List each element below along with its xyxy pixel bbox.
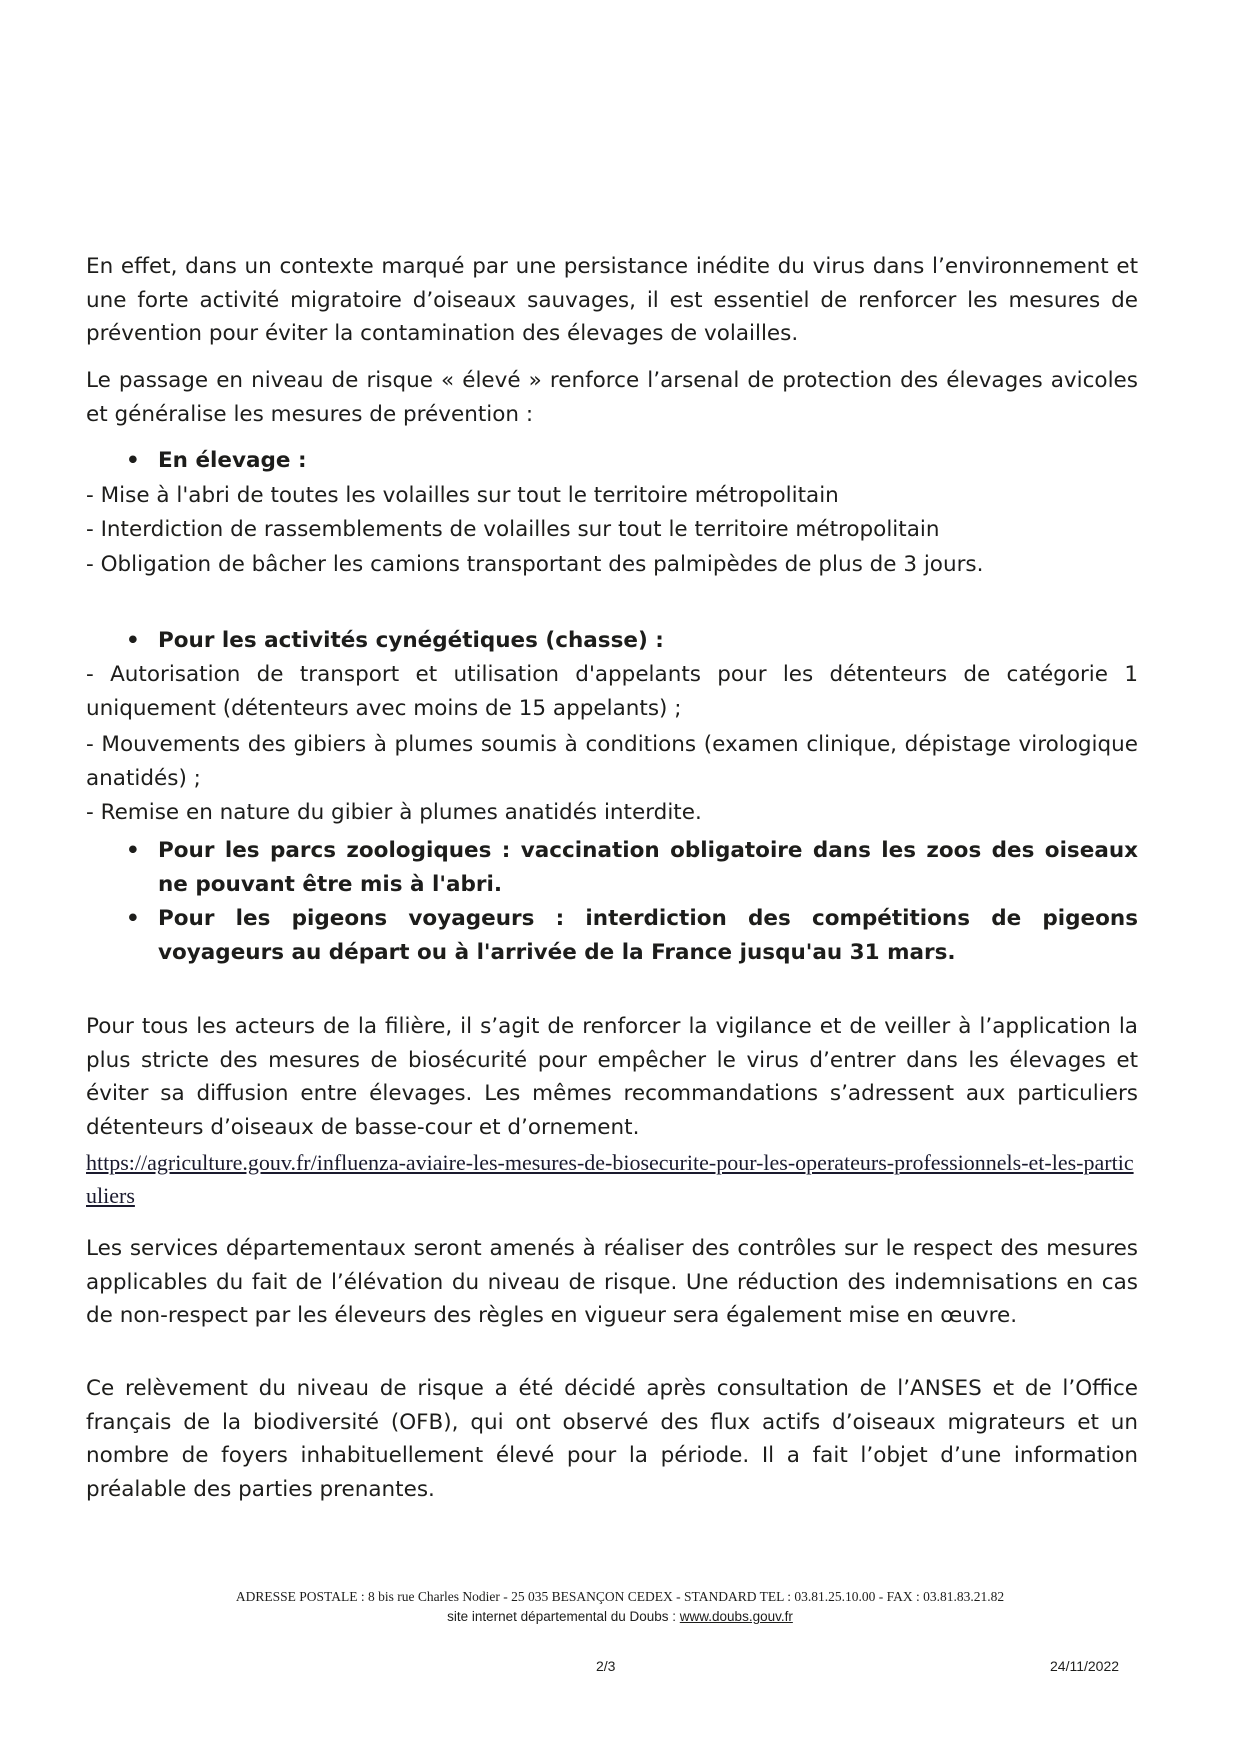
bullet-dot: • [126, 838, 140, 863]
bullet-elevage [126, 444, 307, 478]
bullet-zoos [126, 834, 1138, 901]
chasse-item: - Remise en nature du gibier à plumes anatidés interdite. [86, 800, 702, 825]
elevage-item: - Obligation de bâcher les camions transportant des palmipèdes de plus de 3 jours. [86, 552, 984, 577]
bullet-chasse-heading: Pour les activités cynégétiques (chasse) : [158, 628, 664, 653]
bullet-dot: • [126, 628, 140, 653]
bullet-dot: • [126, 906, 140, 931]
paragraph-context: En effet, dans un contexte marqué par une persistance inédite du virus dans l’environnement et une forte activité migratoire d’oiseaux sauvages, il est essentiel de renforcer les mesures de prévention pour éviter la contamination des élevages de volailles. [86, 254, 1138, 346]
footer-site-link[interactable]: www.doubs.gouv.fr [679, 1609, 793, 1624]
elevage-item: - Mise à l'abri de toutes les volailles sur tout le territoire métropolitain [86, 483, 839, 508]
bullet-chasse [126, 624, 664, 658]
paragraph-anses: Ce relèvement du niveau de risque a été décidé après consultation de l’ANSES et de l’Office français de la biodiversité (OFB), qui ont observé des flux actifs d’oiseaux migrateurs et un nombre de foyers inhabituellement élevé pour la période. Il a fait l’objet d’une information préalable des parties prenantes. [86, 1376, 1138, 1502]
bullet-pigeons [126, 902, 1138, 969]
footer-site [0, 1608, 1240, 1626]
elevage-item: - Interdiction de rassemblements de volailles sur tout le territoire métropolitain [86, 517, 940, 542]
bullet-zoos-text: Pour les parcs zoologiques : vaccination obligatoire dans les zoos des oiseaux ne pouvant être mis à l'abri. [158, 838, 1138, 897]
footer-site-label: site internet départemental du Doubs : [447, 1609, 680, 1624]
biosecurity-link[interactable]: https://agriculture.gouv.fr/influenza-aviaire-les-mesures-de-biosecurite-pour-les-operateurs-professionnels-et-les-particuliers [86, 1150, 1134, 1208]
paragraph-controls: Les services départementaux seront amenés à réaliser des contrôles sur le respect des mesures applicables du fait de l’élévation du niveau de risque. Une réduction des indemnisations en cas de non-respect par les éleveurs des règles en vigueur sera également mise en œuvre. [86, 1236, 1138, 1328]
page-number: 2/3 [596, 1658, 616, 1674]
chasse-item: - Autorisation de transport et utilisation d'appelants pour les détenteurs de catégorie 1 uniquement (détenteurs avec moins de 15 appelants) ; [86, 662, 1138, 721]
bullet-dot: • [126, 448, 140, 473]
chasse-item: - Mouvements des gibiers à plumes soumis à conditions (examen clinique, dépistage virologique anatidés) ; [86, 732, 1138, 791]
paragraph-risk-level: Le passage en niveau de risque « élevé » renforce l’arsenal de protection des élevages avicoles et généralise les mesures de prévention : [86, 368, 1138, 427]
paragraph-vigilance: Pour tous les acteurs de la filière, il s’agit de renforcer la vigilance et de veiller à l’application la plus stricte des mesures de biosécurité pour empêcher le virus d’entrer dans les élevages et éviter sa diffusion entre élevages. Les mêmes recommandations s’adressent aux particuliers détenteurs d’oiseaux de basse-cour et d’ornement. [86, 1014, 1138, 1140]
bullet-elevage-heading: En élevage : [158, 448, 307, 473]
document-date: 24/11/2022 [1050, 1658, 1120, 1674]
bullet-pigeons-text: Pour les pigeons voyageurs : interdiction des compétitions de pigeons voyageurs au départ ou à l'arrivée de la France jusqu'au 31 mars. [158, 906, 1138, 965]
footer-address: ADRESSE POSTALE : 8 bis rue Charles Nodier - 25 035 BESANÇON CEDEX - STANDARD TEL : 03.81.25.10.00 - FAX : 03.81.83.21.82 [235, 1589, 1005, 1604]
